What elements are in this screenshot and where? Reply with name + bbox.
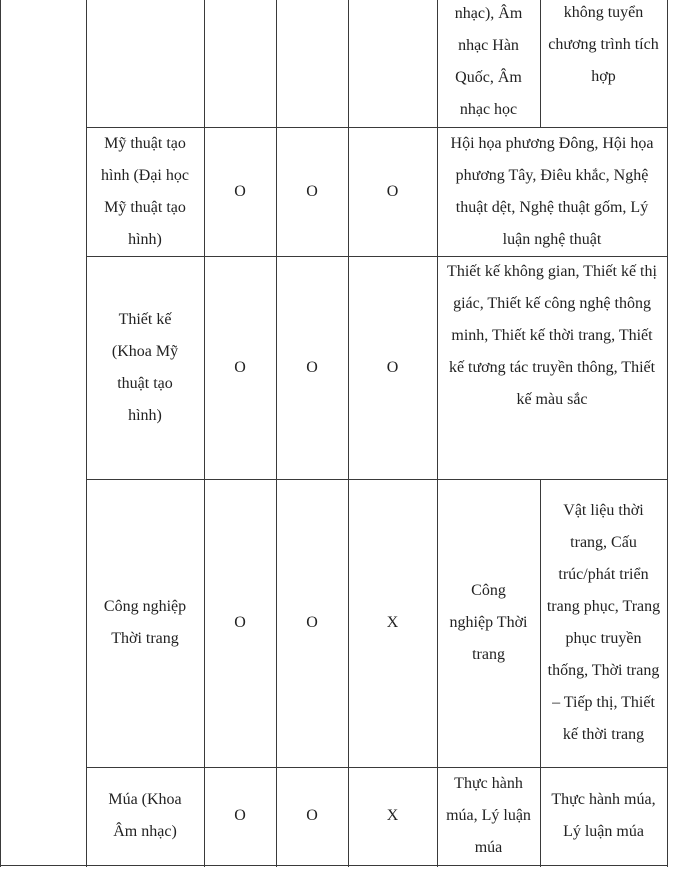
- top-row-note: không tuyển chương trình tích hợp: [548, 4, 659, 85]
- table-cell-majors: Hội họa phương Đông, Hội họa phương Tây, Điêu khắc, Nghệ thuật dệt, Nghệ thuật gốm, Lý luận nghệ thuật: [450, 134, 654, 248]
- table-cell-majors: Thực hành múa, Lý luận múa: [551, 791, 656, 840]
- table-row-name: Thiết kế (Khoa Mỹ thuật tạo hình): [111, 310, 179, 424]
- table-border-left: [0, 0, 1, 867]
- table-row-name: Công nghiệp Thời trang: [103, 598, 187, 647]
- table-cell-mark: O: [306, 358, 318, 376]
- table-cell-department: Công nghiệp Thời trang: [449, 582, 528, 663]
- table-cell-majors: Thiết kế không gian, Thiết kế thị giác, Thiết kế công nghệ thông minh, Thiết kế thời trang, Thiết kế tương tác truyền thông, Thiết kế màu sắc: [447, 263, 657, 408]
- table-cell-mark: O: [386, 358, 399, 376]
- table-cell-mark: O: [234, 358, 246, 376]
- top-row-specialty: nhạc), Âm nhạc Hàn Quốc, Âm nhạc học: [454, 5, 523, 118]
- table-row-name: Múa (Khoa Âm nhạc): [108, 791, 182, 840]
- table-cell-department: Thực hành múa, Lý luận múa: [446, 775, 531, 856]
- table-cell-mark: O: [234, 182, 246, 200]
- table-cell-mark: O: [234, 614, 246, 631]
- table-cell-mark: O: [306, 182, 318, 200]
- table-cell-mark: O: [306, 807, 318, 824]
- table-cell-mark: X: [386, 614, 399, 631]
- table-border-right: [667, 0, 668, 867]
- table-cell-mark: X: [386, 807, 399, 824]
- table-border-bottom: [0, 865, 668, 866]
- table-cell-majors: Vật liệu thời trang, Cấu trúc/phát triển trang phục, Trang phục truyền thống, Thời trang – Tiếp thị, Thiết kế thời trang: [546, 502, 661, 743]
- table-cell-mark: O: [306, 614, 318, 631]
- table-row-name: Mỹ thuật tạo hình (Đại học Mỹ thuật tạo hình): [101, 134, 189, 248]
- table-cell-mark: O: [234, 807, 246, 824]
- table-cell-mark: O: [386, 182, 399, 200]
